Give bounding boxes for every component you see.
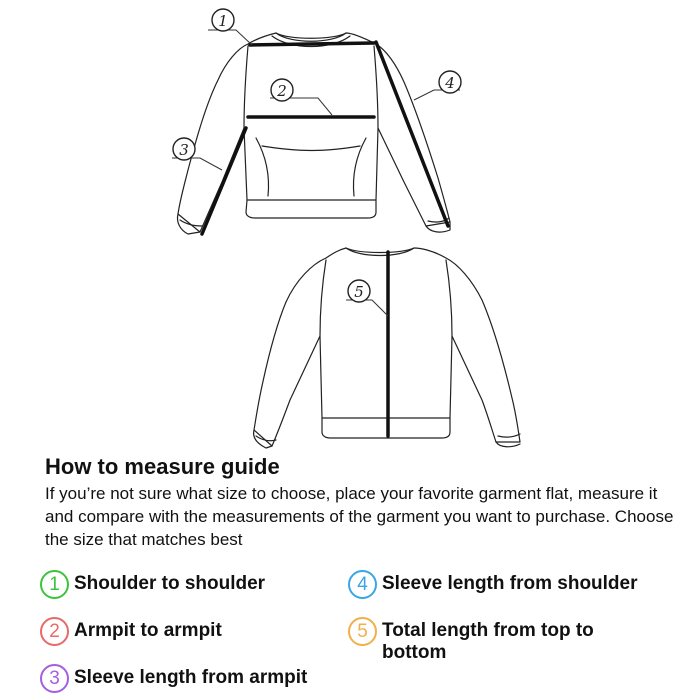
legend-label-5: Total length from top to bottom [382, 620, 594, 663]
legend-label-1: Shoulder to shoulder [74, 573, 266, 594]
legend-label-2: Armpit to armpit [74, 620, 222, 641]
marker-5-label: 5 [354, 283, 364, 301]
legend-badge-2: 2 [40, 617, 69, 646]
marker-3 [173, 138, 195, 160]
legend-label-3: Sleeve length from armpit [74, 667, 308, 688]
legend-item-sleeve-from-armpit [40, 664, 307, 693]
legend-item-sleeve-from-shoulder [348, 570, 638, 599]
marker-5 [348, 280, 370, 302]
marker-2 [271, 79, 293, 101]
front-sweatshirt [177, 33, 450, 234]
guide-title: How to measure guide [45, 454, 280, 479]
front-measurement-lines [202, 42, 448, 234]
marker-1-label: 1 [218, 12, 228, 30]
legend-badge-4: 4 [348, 570, 377, 599]
leader-lines [172, 30, 460, 316]
legend-label-4: Sleeve length from shoulder [382, 573, 638, 594]
legend-item-armpit-to-armpit [40, 617, 222, 646]
legend-badge-5: 5 [348, 617, 377, 646]
guide-description: If you’re not sure what size to choose, place your favorite garment flat, measure it and compare with the measurements of the garment you want to purchase. Choose the size that matches best [45, 484, 674, 549]
legend-badge-1: 1 [40, 570, 69, 599]
marker-2-label: 2 [277, 82, 287, 100]
marker-4 [439, 71, 461, 93]
marker-4-label: 4 [445, 74, 455, 92]
legend-item-shoulder-to-shoulder [40, 570, 265, 599]
legend-item-total-length [348, 617, 648, 664]
marker-3-label: 3 [179, 141, 189, 159]
legend-badge-3: 3 [40, 664, 69, 693]
marker-1 [212, 9, 234, 31]
